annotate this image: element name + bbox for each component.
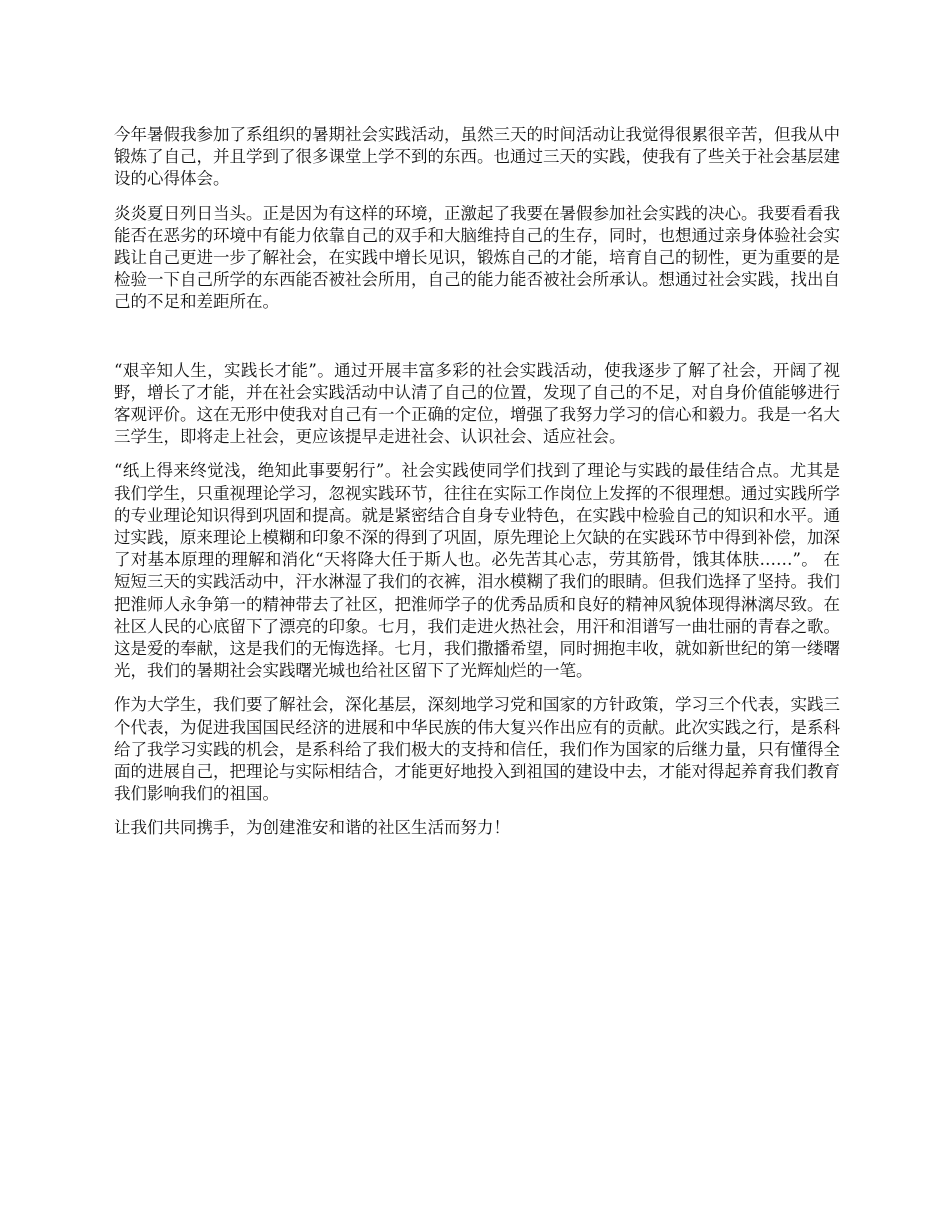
paragraph-gap [114,326,840,360]
paragraph-theory-practice: “纸上得来终觉浅，绝知此事要躬行”。社会实践使同学们找到了理论与实践的最佳结合点。尤其是我们学生，只重视理论学习，忽视实践环节，往往在实际工作岗位上发挥的不很理想。通过实践所学的专业理论知识得到巩固和提高。就是紧密结合自身专业特色，在实践中检验自己的知识和水平。通过实践，原来理论上模糊和印象不深的得到了巩固，原先理论上欠缺的在实践环节中得到补偿，加深了对基本原理的理解和消化“天将降大任于斯人也。必先苦其心志，劳其筋骨，饿其体肤……”。 在短短三天的实践活动中，汗水淋湿了我们的衣裤，泪水模糊了我们的眼睛。但我们选择了坚持。我们把淮师人永争第一的精神带去了社区，把淮师学子的优秀品质和良好的精神风貌体现得淋漓尽致。在社区人民的心底留下了漂亮的印象。七月，我们走进火热社会，用汗和泪谱写一曲壮丽的青春之歌。这是爱的奉献，这是我们的无悔选择。七月，我们撒播希望，同时拥抱丰收，就如新世纪的第一缕曙光，我们的暑期社会实践曙光城也给社区留下了光辉灿烂的一笔。 [114,461,840,681]
paragraph-responsibility: 作为大学生，我们要了解社会，深化基层，深刻地学习党和国家的方针政策，学习三个代表，实践三个代表，为促进我国国民经济的进展和中华民族的伟大复兴作出应有的贡献。此次实践之行，是系科给了我学习实践的机会，是系科给了我们极大的支持和信任，我们作为国家的后继力量，只有懂得全面的进展自己，把理论与实际相结合，才能更好地投入到祖国的建设中去，才能对得起养育我们教育我们影响我们的祖国。 [114,695,840,804]
paragraph-hardship: “艰辛知人生，实践长才能”。通过开展丰富多彩的社会实践活动，使我逐步了解了社会，开阔了视野，增长了才能，并在社会实践活动中认清了自己的位置，发现了自己的不足，对自身价值能够进行客观评价。这在无形中使我对自己有一个正确的定位，增强了我努力学习的信心和毅力。我是一名大三学生，即将走上社会，更应该提早走进社会、认识社会、适应社会。 [114,360,840,447]
paragraph-intro: 今年暑假我参加了系组织的暑期社会实践活动，虽然三天的时间活动让我觉得很累很辛苦，但我从中锻炼了自己，并且学到了很多课堂上学不到的东西。也通过三天的实践，使我有了些关于社会基层建设的心得体会。 [114,125,840,189]
document-body [114,124,840,852]
paragraph-motivation: 炎炎夏日列日当头。正是因为有这样的环境，正激起了我要在暑假参加社会实践的决心。我要看看我能否在恶劣的环境中有能力依靠自己的双手和大脑维持自己的生存，同时，也想通过亲身体验社会实践让自己更进一步了解社会，在实践中增长见识，锻炼自己的才能，培育自己的韧性，更为重要的是检验一下自己所学的东西能否被社会所用，自己的能力能否被社会所承认。想通过社会实践，找出自己的不足和差距所在。 [114,203,840,312]
paragraph-closing: 让我们共同携手，为创建淮安和谐的社区生活而努力！ [114,818,510,838]
